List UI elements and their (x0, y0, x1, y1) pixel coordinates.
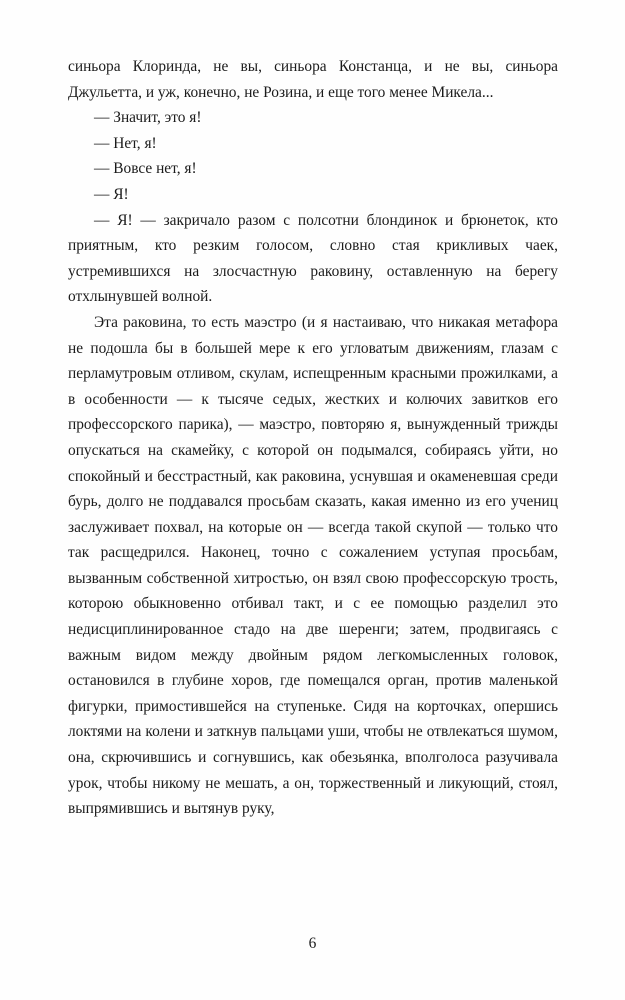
dialogue-line: — Значит, это я! (94, 109, 202, 127)
paragraph-continuation: синьора Клоринда, не вы, синьора Констанца, и не вы, синьора Джульетта, и уж, конечно, не Розина, и еще того менее Микела... (68, 58, 558, 101)
dialogue-line: — Нет, я! (94, 134, 157, 152)
dialogue-line: — Вовсе нет, я! (94, 160, 197, 178)
dialogue-line: — Я! (94, 185, 129, 203)
page-number: 6 (308, 935, 317, 952)
page-text-body (68, 54, 558, 822)
paragraph: — Я! — закричало разом с полсотни блондинок и брюнеток, кто приятным, кто резким голосом, словно стая крикливых чаек, устремившихся на злосчастную раковину, оставленную на берегу отхлынувшей волной. (68, 211, 558, 306)
paragraph: Эта раковина, то есть маэстро (и я настаиваю, что никакая метафора не подошла бы в большей мере к его угловатым движениям, глазам с перламутровым отливом, скулам, испещренным красными прожилками, а в особенности — к тысяче седых, жестких и колючих завитков его профессорского парика), — маэстро, повторяю я, вынужденный трижды опускаться на скамейку, с которой он подымался, собираясь уйти, но спокойный и бесстрастный, как раковина, уснувшая и окаменевшая среди бурь, долго не поддавался просьбам сказать, какая именно из его учениц заслуживает похвал, на которые он — всегда такой скупой — только что так расщедрился. Наконец, точно с сожалением уступая просьбам, вызванным собственной хитростью, он взял свою профессорскую трость, которою обыкновенно отбивал такт, и с ее помощью разделил это недисциплинированное стадо на две шеренги; затем, продвигаясь с важным видом между двойным рядом легкомысленных головок, остановился в глубине хоров, где помещался орган, против маленькой фигурки, примостившейся на ступеньке. Сидя на корточках, опершись локтями на колени и заткнув пальцами уши, чтобы не отвлекаться шумом, она, скрючившись и согнувшись, как обезьянка, вполголоса разучивала урок, чтобы никому не мешать, а он, торжественный и ликующий, стоял, выпрямившись и вытянув руку, (68, 313, 558, 818)
